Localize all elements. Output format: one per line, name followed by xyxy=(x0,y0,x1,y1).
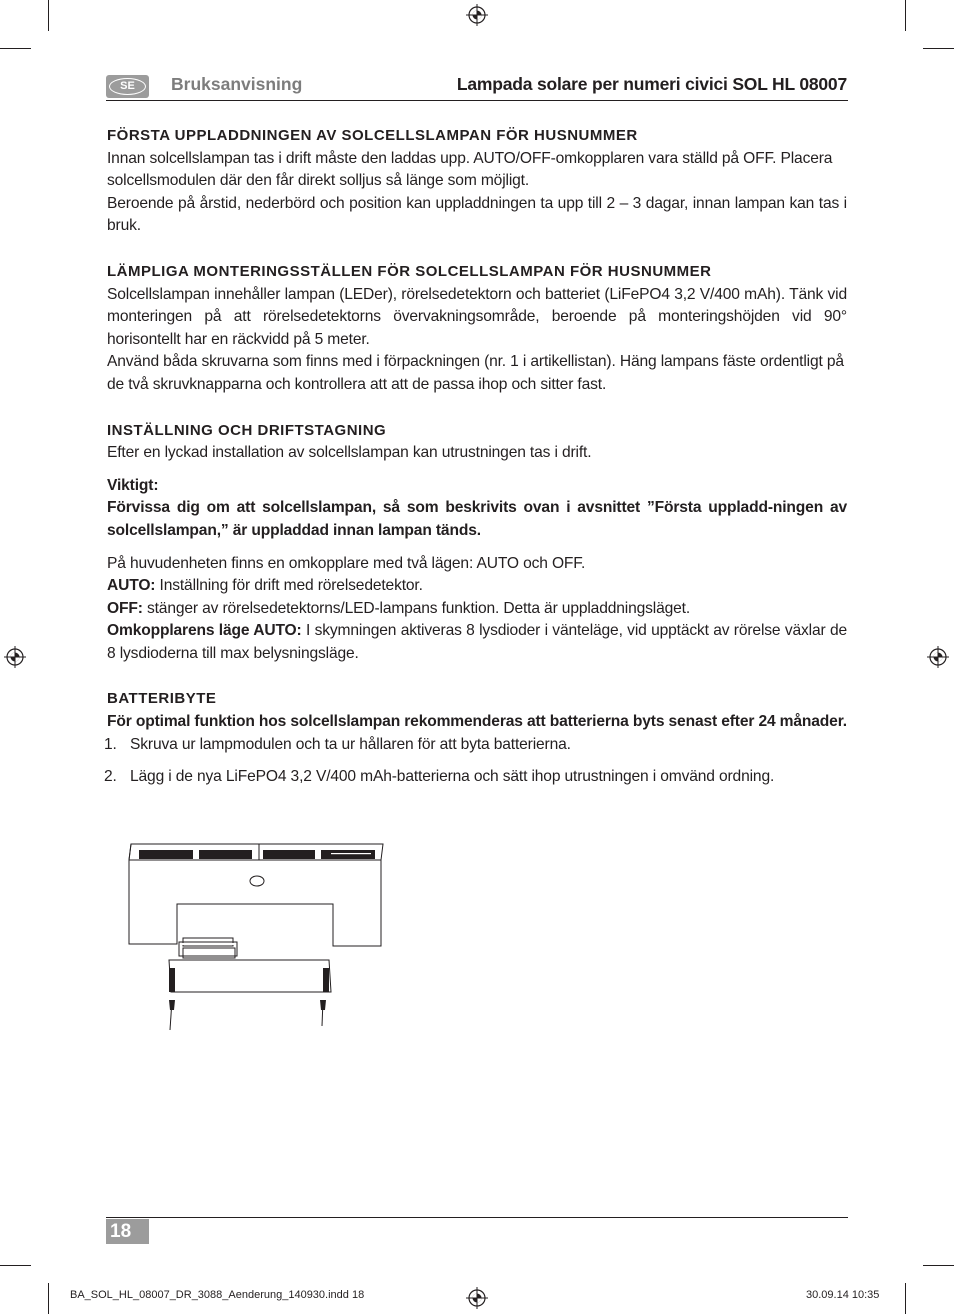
registration-mark-icon xyxy=(466,1287,488,1309)
header-section-title: Bruksanvisning xyxy=(171,74,303,94)
paragraph: Efter en lyckad installation av solcellslampan kan utrustningen tas i drift. xyxy=(107,444,592,462)
heading-mounting: LÄMPLIGA MONTERINGSSTÄLLEN FÖR SOLCELLSLAMPAN FÖR HUSNUMMER xyxy=(107,262,712,280)
slug-date: 30.09.14 10:35 xyxy=(806,1289,880,1301)
heading-first-charge: FÖRSTA UPPLADDNINGEN AV SOLCELLSLAMPAN FÖR HUSNUMMER xyxy=(107,127,638,144)
page-number: 18 xyxy=(106,1219,149,1244)
crop-mark xyxy=(905,0,906,31)
step-text: Skruva ur lampmodulen och ta ur hållaren för att byta batterierna. xyxy=(130,735,571,753)
battery-replacement-illustration xyxy=(125,840,387,1034)
crop-mark xyxy=(923,1265,954,1266)
paragraph: Solcellslampan innehåller lampan (LEDer), rörelsedetektorn och batteriet (LiFePO4 3,2 V/400 mAh). Tänk vid monteringen på att rörelsedetektorns övervakningsområde, beroende på monteringshöjden vid 90° horisontellt har en räckvidd på 5 meter. xyxy=(107,285,847,348)
off-mode-line xyxy=(107,598,847,621)
important-label: Viktigt: xyxy=(107,476,159,494)
crop-mark xyxy=(0,48,31,49)
off-text: stänger av rörelsedetektorns/LED-lampans funktion. Detta är uppladdningsläget. xyxy=(142,599,691,617)
step-text: Lägg i de nya LiFePO4 3,2 V/400 mAh-batterierna och sätt ihop utrustningen i omvänd ordning. xyxy=(130,768,775,786)
header-rule xyxy=(106,100,848,101)
crop-mark xyxy=(48,0,49,31)
step-number: 2. xyxy=(104,768,117,786)
registration-mark-icon xyxy=(927,646,949,668)
crop-mark xyxy=(905,1283,906,1314)
slug-file-info: BA_SOL_HL_08007_DR_3088_Aenderung_140930.indd 18 xyxy=(70,1289,365,1301)
important-text: Förvissa dig om att solcellslampan, så som beskrivits ovan i avsnittet ”Första uppladd-ningen av solcellslampan,” är uppladdad innan lampan tänds. xyxy=(107,499,847,539)
registration-mark-icon xyxy=(466,4,488,26)
paragraph: På huvudenheten finns en omkopplare med två lägen: AUTO och OFF. xyxy=(107,554,586,572)
page-content xyxy=(104,125,847,789)
registration-mark-icon xyxy=(4,646,26,668)
paragraph: Beroende på årstid, nederbörd och position kan uppladdningen ta upp till 2 – 3 dagar, innan lampan kan tas i bruk. xyxy=(107,194,847,235)
crop-mark xyxy=(923,48,954,49)
off-label: OFF: xyxy=(107,599,143,617)
auto-text: Inställning för drift med rörelsedetektor. xyxy=(155,577,423,595)
crop-mark xyxy=(0,1265,31,1266)
step-number: 1. xyxy=(104,735,117,753)
auto-label: AUTO: xyxy=(107,577,156,595)
paragraph: Använd båda skruvarna som finns med i förpackningen (nr. 1 i artikellistan). Häng lampans fäste ordentligt på de två skruvknapparna och kontrollera att att de passa ihop och sitter fast. xyxy=(107,353,844,393)
mode-label: Omkopplarens läge AUTO: xyxy=(107,622,302,640)
heading-setup: INSTÄLLNING OCH DRIFTSTAGNING xyxy=(107,421,387,439)
crop-mark xyxy=(48,1283,49,1314)
battery-steps xyxy=(104,734,847,789)
language-badge xyxy=(106,75,149,98)
auto-mode-line xyxy=(107,575,847,598)
mode-text: I skymningen aktiveras 8 lysdioder i vänteläge, vid upptäckt av rörelse växlar de 8 lysdioderna till max belysningsläge. xyxy=(107,622,847,662)
footer-rule xyxy=(106,1217,848,1218)
heading-battery: BATTERIBYTE xyxy=(107,690,217,708)
battery-intro: För optimal funktion hos solcellslampan rekommenderas att batterierna byts senast efter 24 månader. xyxy=(107,713,847,731)
header-product-title: Lampada solare per numeri civici SOL HL 08007 xyxy=(456,74,847,94)
language-code: SE xyxy=(109,78,146,95)
switch-mode-line xyxy=(107,620,847,665)
list-item xyxy=(104,766,847,789)
paragraph: Innan solcellslampan tas i drift måste den laddas upp. AUTO/OFF-omkopplaren vara ställd på OFF. Placera solcellsmodulen där den får direkt solljus så länge som möjligt. xyxy=(107,149,833,190)
list-item xyxy=(104,734,847,757)
